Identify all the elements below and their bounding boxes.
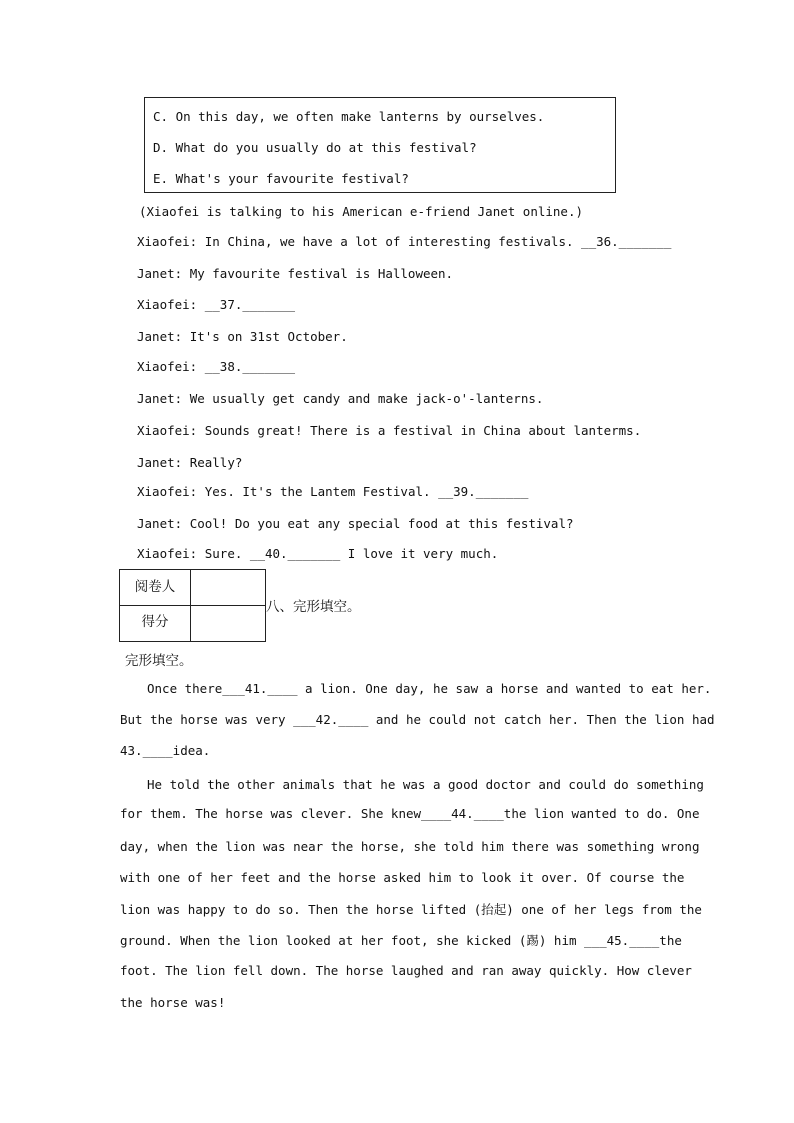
passage-line: with one of her feet and the horse asked him to look it over. Of course the: [120, 870, 685, 885]
passage-line: day, when the lion was near the horse, she told him there was something wrong: [120, 839, 700, 854]
line-text: Yes. It's the Lantem Festival.: [204, 484, 431, 499]
speaker: Janet:: [137, 455, 183, 470]
section-heading: 八、完形填空。: [266, 599, 361, 615]
answer-blank: __38._______: [204, 359, 296, 374]
score-cell: [190, 605, 265, 641]
passage-line: for them. The horse was clever. She knew____44.____the lion wanted to do. One: [120, 806, 700, 821]
passage-line: He told the other animals that he was a good doctor and could do something: [147, 777, 704, 792]
speaker: Xiaofei:: [137, 484, 198, 499]
answer-blank: __37._______: [204, 297, 296, 312]
dialogue-line: [137, 329, 348, 344]
speaker: Xiaofei:: [137, 359, 198, 374]
dialogue-line: [137, 546, 498, 561]
dialogue-line: [137, 266, 453, 281]
passage-line: foot. The lion fell down. The horse laughed and ran away quickly. How clever: [120, 963, 692, 978]
speaker: Janet:: [137, 329, 183, 344]
option-c: C. On this day, we often make lanterns by ourselves.: [153, 109, 545, 124]
dialogue-line: [137, 423, 641, 438]
line-text: In China, we have a lot of interesting festivals.: [204, 234, 574, 249]
line-text: My favourite festival is Halloween.: [189, 266, 454, 281]
line-text-after: I love it very much.: [347, 546, 499, 561]
line-text: Really?: [189, 455, 243, 470]
line-text: Sounds great! There is a festival in China about lanterms.: [204, 423, 642, 438]
line-text: Cool! Do you eat any special food at this festival?: [189, 516, 574, 531]
passage-line: the horse was!: [120, 995, 226, 1010]
passage-line: ground. When the lion looked at her foot, she kicked (踢) him ___45.____the: [120, 933, 682, 948]
speaker: Janet:: [137, 391, 183, 406]
reviewer-cell: [190, 570, 265, 606]
speaker: Janet:: [137, 516, 183, 531]
passage-line: 43.____idea.: [120, 743, 211, 758]
dialogue-line: [137, 516, 574, 531]
option-e: E. What's your favourite festival?: [153, 171, 409, 186]
passage-line: But the horse was very ___42.____ and he could not catch her. Then the lion had: [120, 712, 715, 727]
answer-blank: __36._______: [581, 234, 672, 249]
reviewer-label: 阅卷人: [120, 570, 191, 606]
dialogue-line: [137, 234, 671, 249]
score-table: [119, 569, 266, 642]
dialogue-line: [137, 484, 528, 499]
line-text: Sure.: [204, 546, 243, 561]
dialogue-line: [137, 359, 295, 374]
score-label: 得分: [120, 605, 191, 641]
dialogue-line: [137, 455, 242, 470]
answer-blank: __40._______: [249, 546, 341, 561]
answer-blank: __39._______: [438, 484, 529, 499]
dialogue-line: [137, 297, 295, 312]
speaker: Xiaofei:: [137, 423, 198, 438]
speaker: Xiaofei:: [137, 297, 198, 312]
speaker: Xiaofei:: [137, 546, 198, 561]
option-d: D. What do you usually do at this festival?: [153, 140, 477, 155]
passage-line: lion was happy to do so. Then the horse lifted (抬起) one of her legs from the: [120, 902, 702, 917]
dialogue-intro: (Xiaofei is talking to his American e-friend Janet online.): [139, 204, 584, 219]
speaker: Janet:: [137, 266, 183, 281]
section-subheading: 完形填空。: [125, 653, 193, 669]
dialogue-line: [137, 391, 543, 406]
speaker: Xiaofei:: [137, 234, 198, 249]
options-box: [144, 97, 616, 193]
line-text: We usually get candy and make jack-o'-lanterns.: [189, 391, 544, 406]
passage-line: Once there___41.____ a lion. One day, he saw a horse and wanted to eat her.: [147, 681, 712, 696]
line-text: It's on 31st October.: [189, 329, 348, 344]
